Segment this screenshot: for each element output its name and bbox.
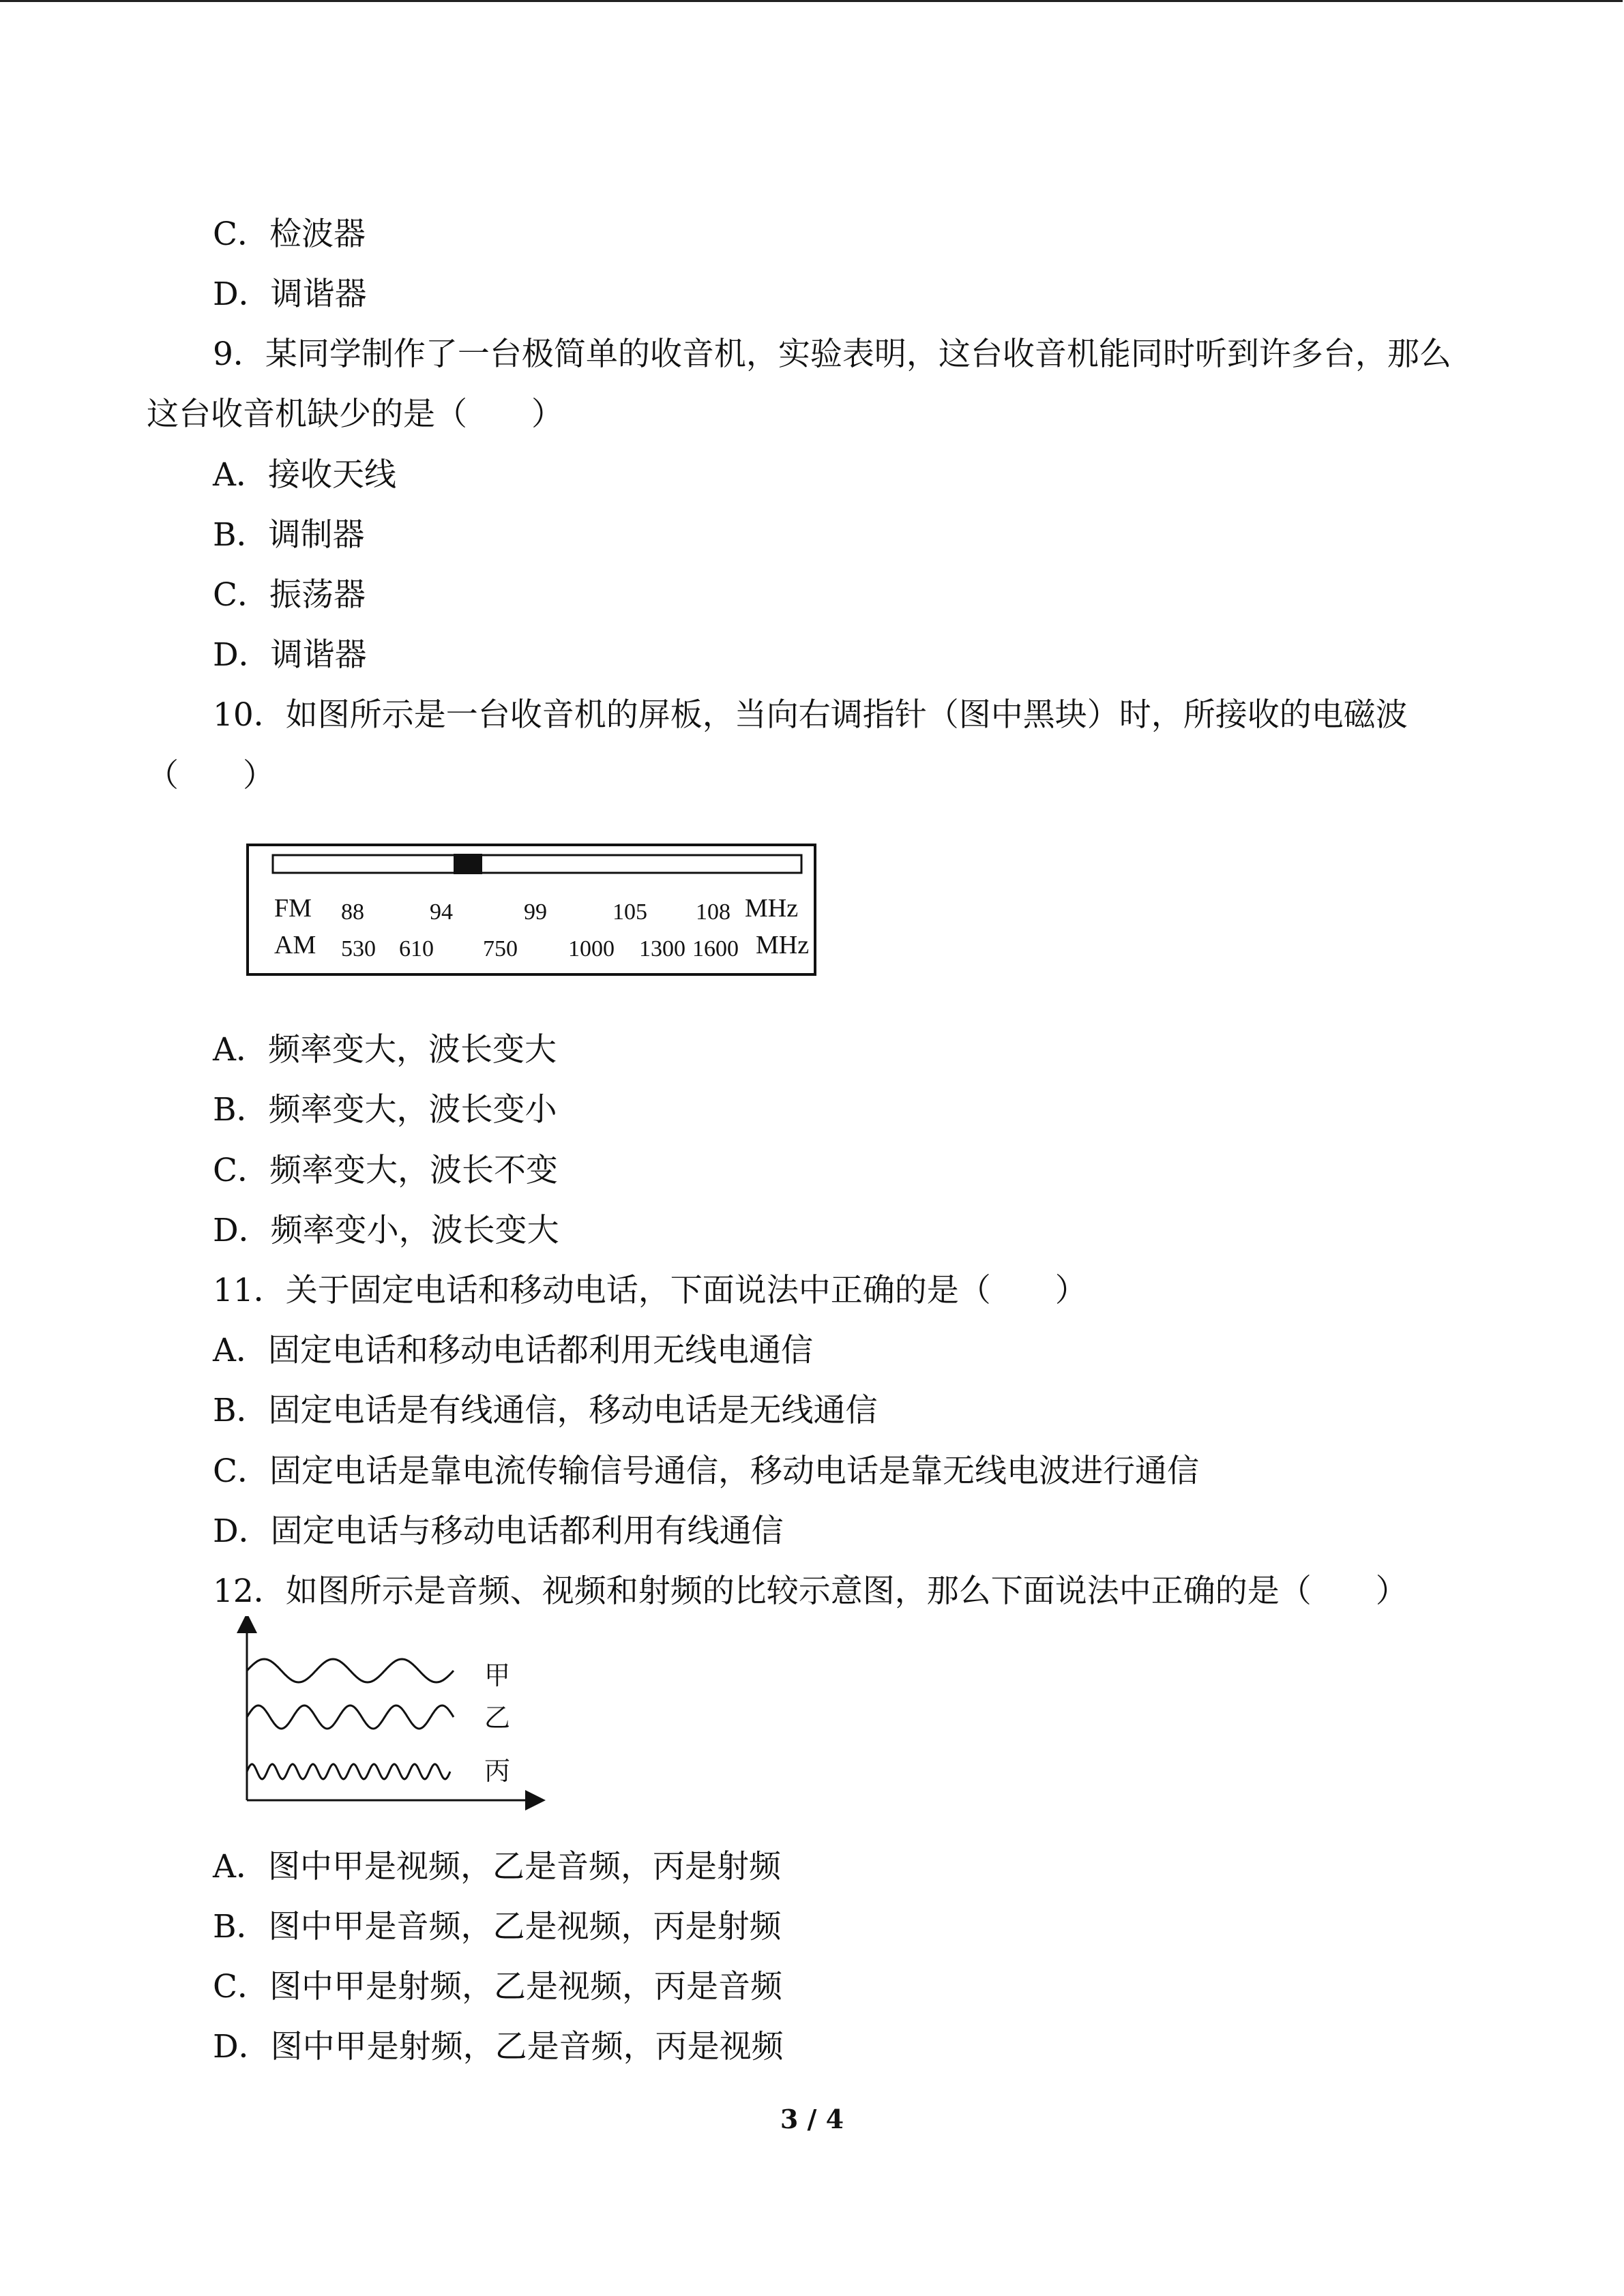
- q10-stem-line1: 10．如图所示是一台收音机的屏板，当向右调指针（图中黑块）时，所接收的电磁波: [213, 696, 1408, 734]
- wave-jia-curve: [247, 1659, 454, 1682]
- q10-option-d: D．频率变小，波长变大: [213, 1212, 559, 1249]
- fm-unit: MHz: [745, 894, 799, 923]
- q12-option-a: A．图中甲是视频，乙是音频，丙是射频: [213, 1848, 781, 1885]
- page-top-border: [0, 0, 1623, 2]
- q10-option-b: B．频率变大，波长变小: [213, 1091, 557, 1129]
- wave-bing-curve: [247, 1764, 450, 1779]
- am-tick-1600: 1600: [692, 936, 739, 961]
- q12-option-b: B．图中甲是音频，乙是视频，丙是射频: [213, 1908, 782, 1945]
- wave-jia-label: 甲: [484, 1660, 511, 1690]
- am-tick-1000: 1000: [568, 936, 615, 961]
- wave-yi-label: 乙: [484, 1703, 511, 1733]
- am-unit: MHz: [756, 931, 810, 959]
- am-tick-1300: 1300: [639, 936, 685, 961]
- q9-option-d: D．调谐器: [213, 636, 367, 674]
- q10-stem-line2: （ ）: [147, 757, 275, 794]
- q12-option-d: D．图中甲是射频，乙是音频，丙是视频: [213, 2028, 784, 2066]
- q11-option-b: B．固定电话是有线通信，移动电话是无线通信: [213, 1392, 878, 1429]
- q8-option-c: C．检波器: [213, 215, 366, 253]
- q9-option-c: C．振荡器: [213, 576, 366, 614]
- am-label: AM: [274, 931, 316, 959]
- q9-option-a: A．接收天线: [213, 456, 396, 494]
- dial-track: [273, 855, 801, 873]
- wave-yi-curve: [247, 1705, 454, 1729]
- am-tick-530: 530: [341, 936, 376, 961]
- frequency-comparison-figure: [225, 1616, 546, 1814]
- q10-option-c: C．频率变大，波长不变: [213, 1152, 558, 1189]
- fm-tick-99: 99: [524, 899, 547, 925]
- q8-option-d: D．调谐器: [213, 275, 367, 313]
- q11-option-d: D．固定电话与移动电话都利用有线通信: [213, 1512, 784, 1550]
- q12-stem: 12．如图所示是音频、视频和射频的比较示意图，那么下面说法中正确的是（ ）: [213, 1572, 1408, 1610]
- page-number: 3 / 4: [780, 2104, 844, 2134]
- q9-stem-line2: 这台收音机缺少的是（ ）: [147, 396, 563, 433]
- dial-pointer: [454, 854, 482, 874]
- fm-label: FM: [274, 894, 312, 923]
- fm-tick-108: 108: [696, 899, 730, 925]
- fm-tick-105: 105: [612, 899, 647, 925]
- q10-option-a: A．频率变大，波长变大: [213, 1031, 557, 1069]
- q11-stem: 11．关于固定电话和移动电话，下面说法中正确的是（ ）: [213, 1272, 1087, 1309]
- q11-option-a: A．固定电话和移动电话都利用无线电通信: [213, 1332, 813, 1369]
- fm-tick-94: 94: [430, 899, 453, 925]
- q9-option-b: B．调制器: [213, 516, 365, 554]
- am-tick-610: 610: [399, 936, 434, 961]
- fm-tick-88: 88: [341, 899, 364, 925]
- am-tick-750: 750: [483, 936, 518, 961]
- q11-option-c: C．固定电话是靠电流传输信号通信，移动电话是靠无线电波进行通信: [213, 1452, 1199, 1490]
- q9-stem-line1: 9．某同学制作了一台极简单的收音机，实验表明，这台收音机能同时听到许多台，那么: [213, 336, 1451, 373]
- radio-dial-figure: [246, 843, 817, 976]
- wave-bing-label: 丙: [484, 1756, 511, 1786]
- q12-option-c: C．图中甲是射频，乙是视频，丙是音频: [213, 1968, 782, 2006]
